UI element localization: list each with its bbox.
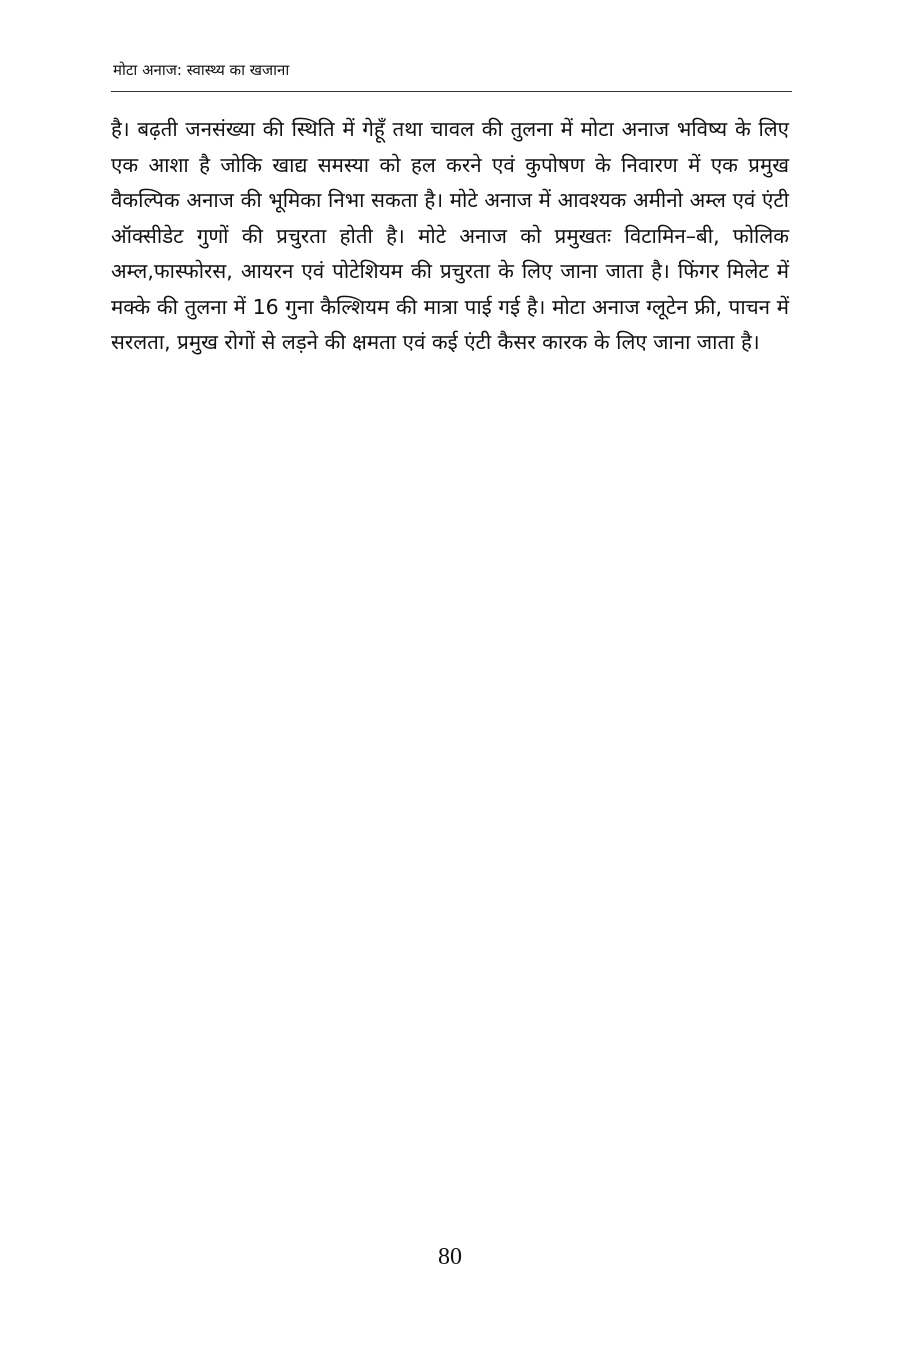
body-paragraph: है। बढ़ती जनसंख्या की स्थिति में गेहूँ तथा चावल की तुलना में मोटा अनाज भविष्य के लिए एक आशा है जोकि खाद्य समस्या को हल करने एवं कुपोषण के निवारण में एक प्रमुख वैकल्पिक अनाज की भूमिका निभा सकता है। मोटे अनाज में आवश्यक अमीनो अम्ल एवं एंटी ऑक्सीडेट गुणों की प्रचुरता होती है। मोटे अनाज को प्रमुखतः विटामिन–बी, फोलिक अम्ल,फास्फोरस, आयरन एवं पोटेशियम की प्रचुरता के लिए जाना जाता है। फिंगर मिलेट में मक्के की तुलना में 16 गुना कैल्शियम की मात्रा पाई गई है। मोटा अनाज ग्लूटेन फ्री, पाचन में सरलता, प्रमुख रोगों से लड़ने की क्षमता एवं कई एंटी कैसर कारक के लिए जाना जाता है। [111,117,789,354]
running-header-title: मोटा अनाज: स्वास्थ्य का खजाना [113,61,290,79]
header-divider [111,91,792,92]
page-number: 80 [438,1244,462,1270]
